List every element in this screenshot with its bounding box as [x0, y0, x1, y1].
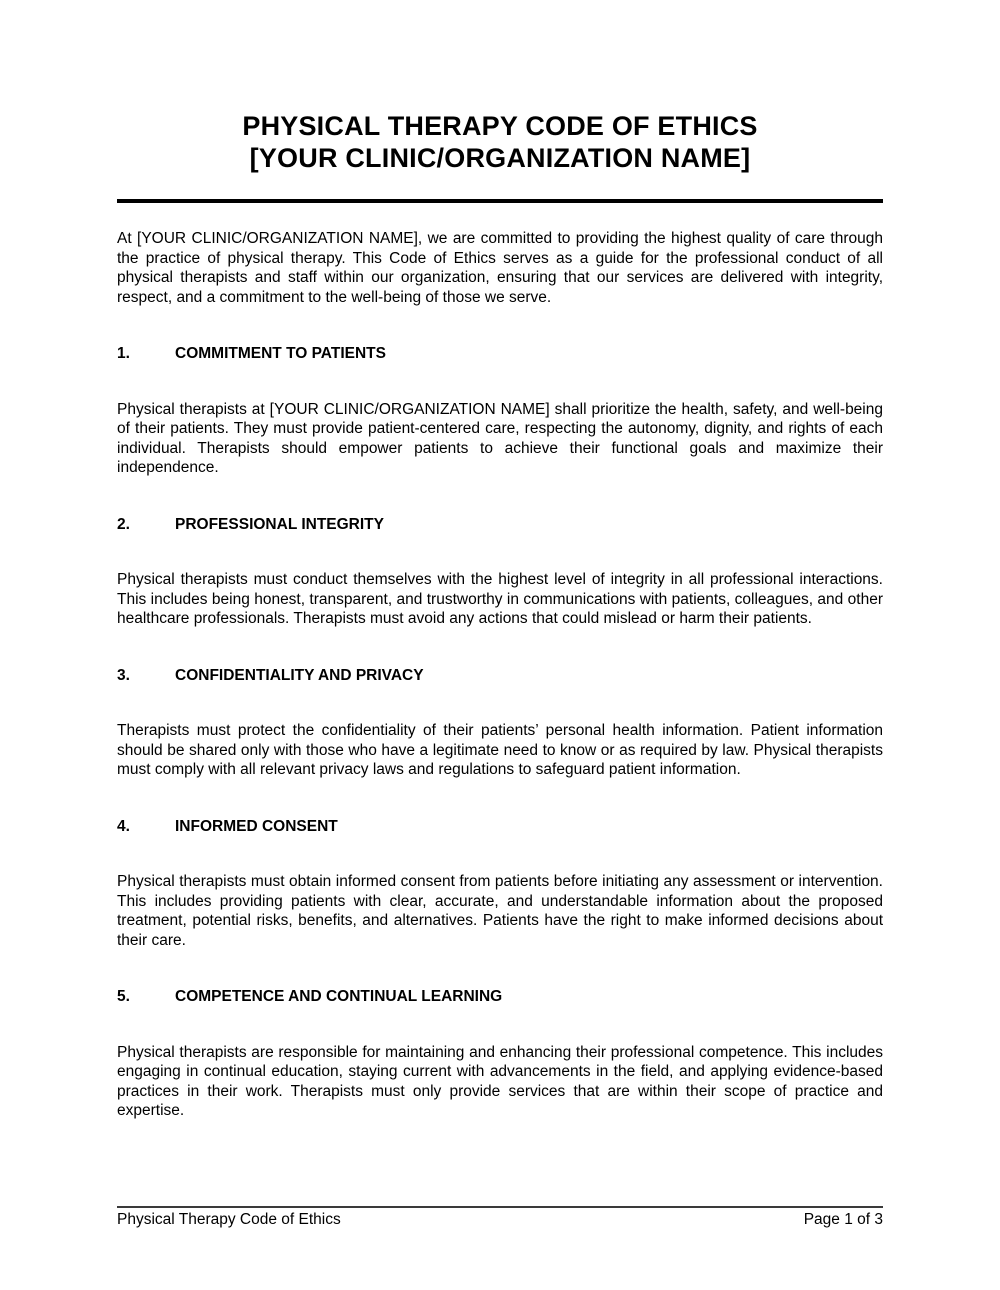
section-4-number: 4.: [117, 817, 130, 835]
section-1-heading: [117, 344, 883, 364]
section-2-number: 2.: [117, 515, 130, 533]
section-3-paragraph: Therapists must protect the confidentiality of their patients’ personal health information. Patient information should be shared only with those who have a legitimate need to know or as required by law. Physical therapists must comply with all relevant privacy laws and regulations to safeguard patient information.: [117, 722, 883, 778]
footer-document-name: Physical Therapy Code of Ethics: [117, 1211, 341, 1228]
section-3-title: CONFIDENTIALITY AND PRIVACY: [175, 666, 424, 684]
section-5-paragraph: Physical therapists are responsible for maintaining and enhancing their professional competence. This includes engaging in continual education, staying current with advancements in the field, and applying evidence-based practices in their work. Therapists must only provide services that are within their scope of practice and expertise.: [117, 1043, 883, 1119]
section-2-heading: [117, 515, 883, 535]
section-4: [117, 817, 883, 951]
section-2-paragraph: Physical therapists must conduct themselves with the highest level of integrity in all professional interactions. This includes being honest, transparent, and trustworthy in communications with patients, colleagues, and other healthcare professionals. Therapists must avoid any actions that could mislead or harm their patients.: [117, 571, 883, 627]
section-1-number: 1.: [117, 345, 130, 362]
section-3: [117, 666, 883, 780]
section-5-number: 5.: [117, 988, 130, 1005]
section-5-heading: [117, 987, 883, 1007]
document-title-line2: [YOUR CLINIC/ORGANIZATION NAME]: [249, 143, 751, 173]
section-3-heading: [117, 666, 883, 686]
footer-divider: [117, 1206, 883, 1208]
section-5: [117, 987, 883, 1121]
section-1-paragraph: Physical therapists at [YOUR CLINIC/ORGANIZATION NAME] shall prioritize the health, safety, and well-being of their patients. They must provide patient-centered care, respecting the autonomy, dignity, and rights of each individual. Therapists should empower patients to achieve their functional goals and maximize their independence.: [117, 400, 883, 476]
section-2: [117, 515, 883, 629]
footer-page-number: Page 1 of 3: [803, 1211, 883, 1228]
section-3-number: 3.: [117, 666, 130, 684]
section-4-title: INFORMED CONSENT: [175, 817, 338, 835]
section-5-title: COMPETENCE AND CONTINUAL LEARNING: [175, 988, 503, 1005]
document-title-line1: PHYSICAL THERAPY CODE OF ETHICS: [242, 111, 758, 141]
intro-paragraph: At [YOUR CLINIC/ORGANIZATION NAME], we are committed to providing the highest quality of care through the practice of physical therapy. This Code of Ethics serves as a guide for the professional conduct of all physical therapists and staff within our organization, ensuring that our services are delivered with integrity, respect, and a commitment to the well-being of those we serve.: [117, 230, 883, 306]
document-title: [0, 110, 1000, 174]
title-divider: [117, 199, 883, 203]
section-1-title: COMMITMENT TO PATIENTS: [175, 345, 386, 362]
page-footer: [117, 1210, 883, 1230]
section-4-heading: [117, 817, 883, 837]
section-2-title: PROFESSIONAL INTEGRITY: [175, 515, 384, 533]
section-1: [117, 344, 883, 478]
document-body: [117, 229, 883, 1121]
section-4-paragraph: Physical therapists must obtain informed consent from patients before initiating any assessment or intervention. This includes providing patients with clear, accurate, and understandable information about the proposed treatment, potential risks, benefits, and alternatives. Patients have the right to make informed decisions about their care.: [117, 873, 883, 949]
